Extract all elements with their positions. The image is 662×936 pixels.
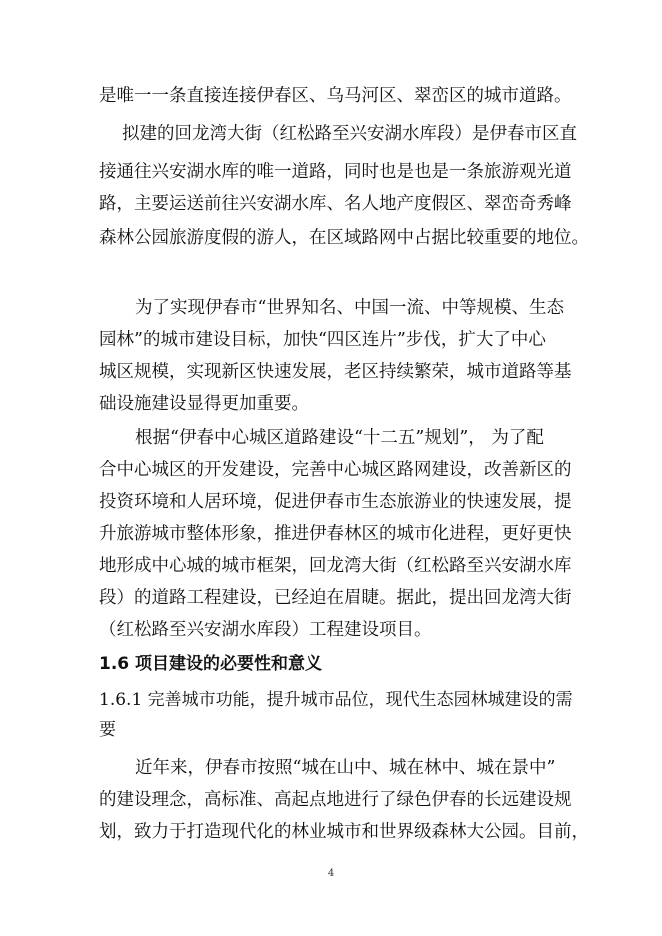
text-line: 为了实现伊春市“世界知名、中国一流、中等规模、生态 <box>135 298 564 318</box>
text-line: 段）的道路工程建设，已经迫在眉睫。据此，提出回龙湾大街 <box>99 588 572 608</box>
text-line: 森林公园旅游度假的游人，在区域路网中占据比较重要的地位。 <box>99 228 589 248</box>
text-line: 的建设理念，高标准、高起点地进行了绿色伊春的长远建设规 <box>99 790 572 810</box>
text-line: 园林”的城市建设目标，加快“四区连片”步伐，扩大了中心 <box>99 330 546 350</box>
subsection-heading: 1.6.1 完善城市功能，提升城市品位，现代生态园林城建设的需 <box>99 690 573 710</box>
text-line: （红松路至兴安湖水库段）工程建设项目。 <box>99 620 432 640</box>
text-line: 划，致力于打造现代化的林业城市和世界级森林大公园。目前， <box>99 822 589 842</box>
page-number: 4 <box>327 868 335 879</box>
text-line: 拟建的回龙湾大街（红松路至兴安湖水库段）是伊春市区直 <box>122 124 577 144</box>
subsection-heading: 要 <box>99 720 116 740</box>
text-line: 接通往兴安湖水库的唯一道路，同时也是也是一条旅游观光道 <box>99 162 572 182</box>
text-line: 投资环境和人居环境，促进伊春市生态旅游业的快速发展，提 <box>99 492 572 512</box>
text-line: 城区规模，实现新区快速发展，老区持续繁荣，城市道路等基 <box>99 362 572 382</box>
text-line: 路，主要运送前往兴安湖水库、名人地产度假区、翠峦奇秀峰 <box>99 194 572 214</box>
text-line: 地形成中心城的城市框架，回龙湾大街（红松路至兴安湖水库 <box>99 556 572 576</box>
text-line: 合中心城区的开发建设，完善中心城区路网建设，改善新区的 <box>99 460 572 480</box>
section-heading: 1.6 项目建设的必要性和意义 <box>99 654 323 674</box>
text-line: 根据“伊春中心城区道路建设“十二五”规划”， 为了配 <box>135 428 544 448</box>
text-line: 升旅游城市整体形象，推进伊春林区的城市化进程，更好更快 <box>99 524 572 544</box>
text-line: 近年来，伊春市按照“城在山中、城在林中、城在景中” <box>135 758 556 778</box>
text-line: 础设施建设显得更加重要。 <box>99 394 309 414</box>
text-line: 是唯一一条直接连接伊春区、乌马河区、翠峦区的城市道路。 <box>99 86 572 106</box>
